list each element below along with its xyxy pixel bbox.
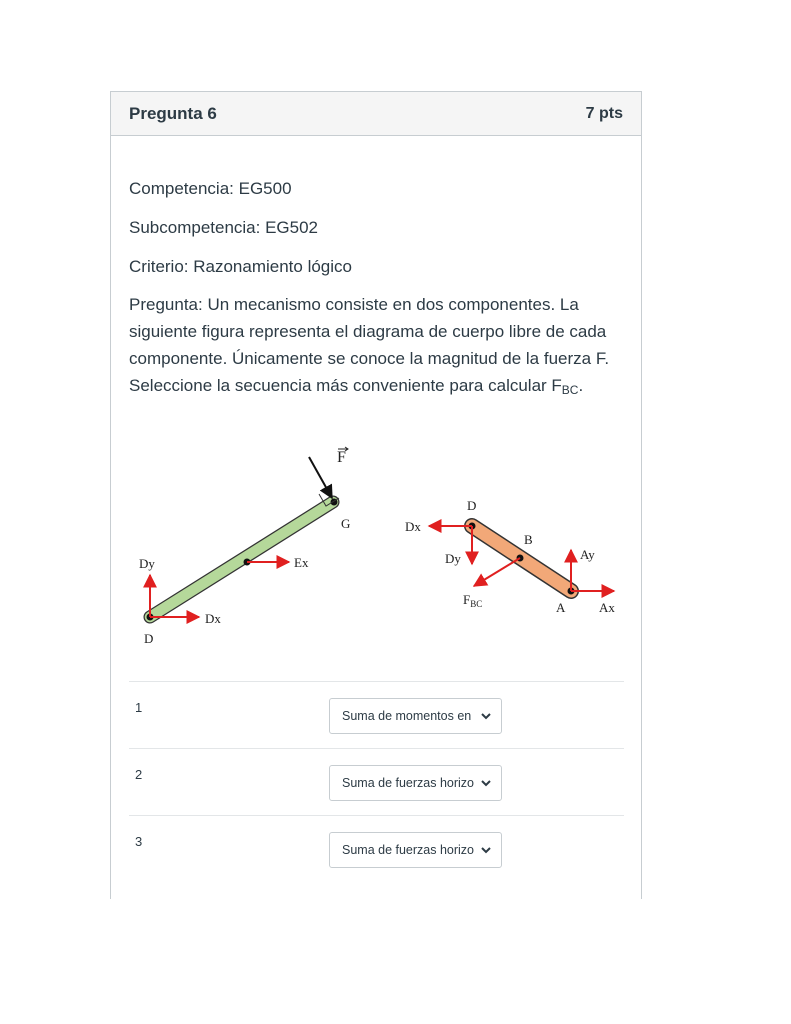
answer-number: 3	[135, 834, 143, 849]
answer-select-value: Suma de fuerzas horizo	[342, 776, 475, 790]
free-body-diagram	[129, 440, 619, 650]
answer-select-value: Suma de momentos en	[342, 709, 472, 723]
answer-select-1[interactable]	[329, 698, 502, 734]
question-points: 7 pts	[585, 104, 623, 122]
label-Dy-left: Dy	[139, 556, 155, 571]
answer-number: 1	[135, 700, 143, 715]
chevron-down-icon	[479, 843, 493, 857]
answer-row	[129, 748, 624, 815]
label-Dx-left: Dx	[205, 611, 221, 626]
label-Ex: Ex	[294, 555, 309, 570]
answer-list	[129, 681, 624, 882]
right-member	[405, 498, 615, 615]
label-FBC	[463, 592, 482, 609]
left-member	[139, 447, 350, 646]
subcompetencia-text: Subcompetencia: EG502	[129, 218, 319, 237]
pregunta-end: .	[578, 376, 584, 395]
force-F-arrow	[309, 457, 332, 498]
answer-row	[129, 681, 624, 748]
answer-number: 2	[135, 767, 143, 782]
label-G: G	[341, 516, 351, 531]
question-card	[110, 91, 642, 899]
label-Dx-right: Dx	[405, 519, 421, 534]
label-A: A	[556, 600, 566, 615]
label-FBC-main: F	[463, 592, 471, 607]
pregunta-main: Pregunta: Un mecanismo consiste en dos componentes. La siguiente figura representa el diagrama de cuerpo libre de cada componente. Únicamente se conoce la magnitud de la fuerza F. Seleccione la secuencia más conveniente para calcular F	[129, 295, 610, 395]
label-F: F	[337, 449, 346, 466]
answer-row	[129, 815, 624, 882]
pregunta-text	[129, 291, 619, 404]
question-title: Pregunta 6	[129, 103, 217, 123]
answer-select-2[interactable]	[329, 765, 502, 801]
competencia-text: Competencia: EG500	[129, 179, 292, 198]
answer-select-3[interactable]	[329, 832, 502, 868]
force-FBC-arrow	[474, 558, 520, 586]
label-FBC-sub: BC	[470, 599, 483, 609]
label-D-right: D	[467, 498, 477, 513]
answer-select-value: Suma de fuerzas horizo	[342, 843, 475, 857]
pregunta-subscript: BC	[561, 383, 579, 397]
label-Ay: Ay	[580, 547, 595, 562]
question-header	[111, 92, 641, 136]
label-B: B	[524, 532, 533, 547]
label-Dy-right: Dy	[445, 551, 461, 566]
chevron-down-icon	[479, 776, 493, 790]
criterio-text: Criterio: Razonamiento lógico	[129, 257, 352, 276]
label-D-left: D	[144, 631, 154, 646]
chevron-down-icon	[479, 709, 493, 723]
label-Ax: Ax	[599, 600, 615, 615]
